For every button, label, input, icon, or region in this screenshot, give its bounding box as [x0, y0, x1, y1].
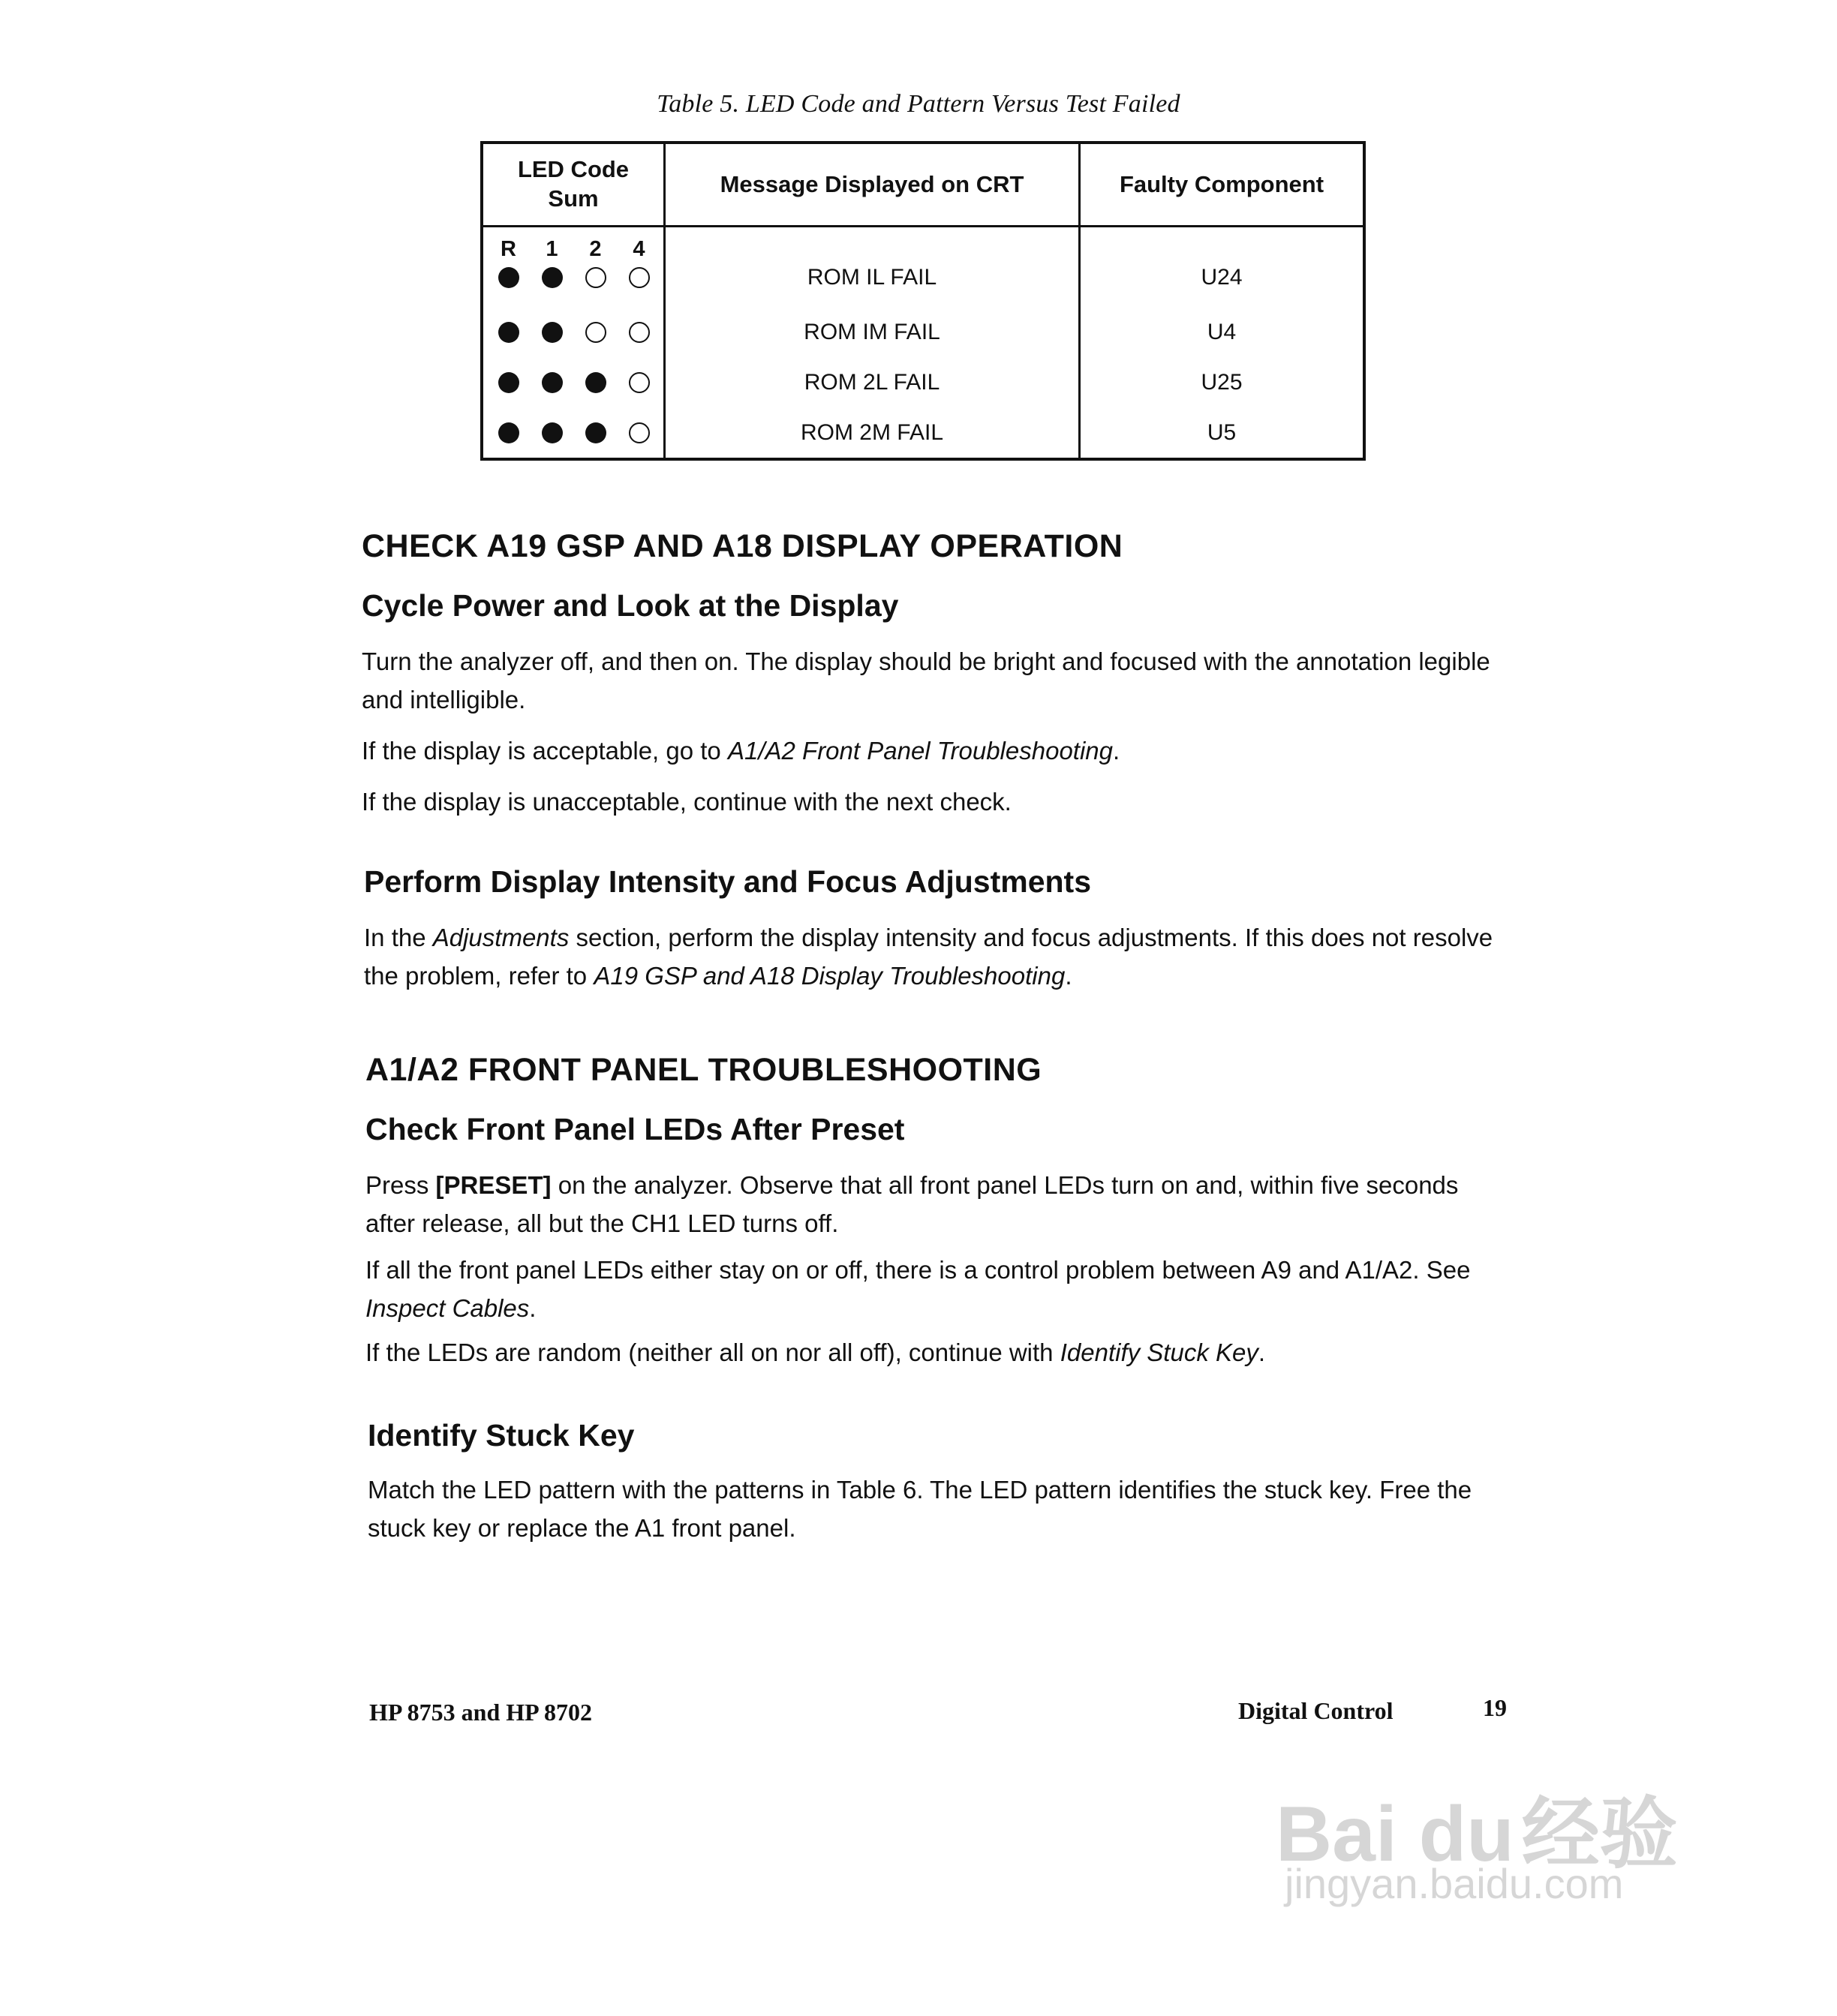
led-off-icon	[629, 322, 650, 343]
text: .	[529, 1294, 537, 1322]
led-on-icon	[542, 322, 563, 343]
led-on-icon	[498, 372, 519, 393]
text: .	[1113, 737, 1120, 765]
footer-model: HP 8753 and HP 8702	[369, 1699, 592, 1726]
paragraph: If the display is unacceptable, continue with the next check.	[362, 788, 1012, 816]
section-title-a1-a2: A1/A2 FRONT PANEL TROUBLESHOOTING	[365, 1052, 1042, 1088]
paragraph	[365, 1166, 1514, 1242]
text: section, perform the display intensity and focus adjustments. If this does not resolve the problem, refer to	[364, 924, 1493, 990]
led-label: 1	[546, 237, 558, 261]
led-label: 4	[633, 237, 645, 261]
reference-link: Identify Stuck Key	[1060, 1338, 1258, 1366]
component-cell: U24	[1080, 227, 1365, 308]
reference-link: Inspect Cables	[365, 1294, 530, 1322]
header-led-code	[482, 143, 665, 227]
text: If the display is acceptable, go to	[362, 737, 728, 765]
subsection-display-adjustments: Perform Display Intensity and Focus Adjustments	[364, 864, 1092, 899]
message-cell: ROM IL FAIL	[665, 227, 1080, 308]
paragraph	[365, 1333, 1514, 1372]
header-led-code-line1: LED Code	[517, 156, 630, 183]
text: Press	[365, 1171, 436, 1199]
led-label: 2	[589, 237, 602, 261]
led-off-icon	[585, 267, 606, 288]
watermark-brand-cn: 经验	[1521, 1791, 1678, 1878]
table-row	[482, 357, 1364, 407]
message-cell: ROM IM FAIL	[665, 307, 1080, 357]
led-on-icon	[585, 372, 606, 393]
table-row	[482, 407, 1364, 459]
message-cell: ROM 2L FAIL	[665, 357, 1080, 407]
led-pattern-cell	[482, 307, 665, 357]
subsection-cycle-power: Cycle Power and Look at the Display	[362, 588, 899, 623]
table-caption: Table 5. LED Code and Pattern Versus Test Failed	[657, 90, 1180, 118]
led-on-icon	[498, 267, 519, 288]
text: If all the front panel LEDs either stay on or off, there is a control problem between A9 and A1/A2. See	[365, 1256, 1471, 1284]
watermark-url: jingyan.baidu.com	[1285, 1860, 1624, 1907]
led-on-icon	[585, 422, 606, 443]
text: In the	[364, 924, 433, 951]
led-on-icon	[542, 422, 563, 443]
paragraph	[364, 918, 1512, 995]
header-message: Message Displayed on CRT	[665, 143, 1080, 227]
reference-link: A19 GSP and A18 Display Troubleshooting	[594, 962, 1066, 990]
led-pattern-cell	[482, 407, 665, 459]
paragraph	[362, 732, 1510, 770]
led-code-table	[480, 141, 1366, 461]
footer-chapter: Digital Control	[1238, 1697, 1394, 1724]
component-cell: U25	[1080, 357, 1365, 407]
header-faulty-component: Faulty Component	[1080, 143, 1365, 227]
led-label: R	[501, 237, 516, 261]
paragraph: Match the LED pattern with the patterns in Table 6. The LED pattern identifies the stuck key. Free the stuck key or replace the A1 front panel.	[368, 1476, 1472, 1542]
page-number: 19	[1483, 1694, 1507, 1721]
led-pattern-cell	[482, 357, 665, 407]
led-on-icon	[498, 422, 519, 443]
led-on-icon	[542, 267, 563, 288]
preset-key: [PRESET]	[435, 1171, 552, 1199]
subsection-identify-stuck-key: Identify Stuck Key	[368, 1418, 635, 1453]
led-on-icon	[542, 372, 563, 393]
component-cell: U4	[1080, 307, 1365, 357]
led-off-icon	[629, 422, 650, 443]
led-off-icon	[629, 372, 650, 393]
subsection-front-panel-leds: Check Front Panel LEDs After Preset	[365, 1112, 905, 1146]
reference-link: A1/A2 Front Panel Troubleshooting	[727, 737, 1113, 765]
text: on the analyzer. Observe that all front panel LEDs turn on and, within five seconds after release, all but the CH1 LED turns off.	[365, 1171, 1459, 1237]
text: .	[1065, 962, 1072, 990]
watermark-brand-text: Bai du	[1276, 1791, 1514, 1878]
text: If the LEDs are random (neither all on nor all off), continue with	[365, 1338, 1060, 1366]
reference-link: Adjustments	[432, 924, 570, 951]
led-off-icon	[585, 322, 606, 343]
led-column-labels	[497, 237, 651, 262]
led-on-icon	[498, 322, 519, 343]
header-led-code-line2: Sum	[548, 185, 599, 212]
section-title-a19: CHECK A19 GSP AND A18 DISPLAY OPERATION	[362, 528, 1123, 564]
text: .	[1258, 1338, 1266, 1366]
paragraph	[365, 1251, 1514, 1327]
message-cell: ROM 2M FAIL	[665, 407, 1080, 459]
component-cell: U5	[1080, 407, 1365, 459]
led-off-icon	[629, 267, 650, 288]
table-row	[482, 307, 1364, 357]
paragraph: Turn the analyzer off, and then on. The display should be bright and focused with the annotation legible and intelligible.	[362, 647, 1490, 714]
